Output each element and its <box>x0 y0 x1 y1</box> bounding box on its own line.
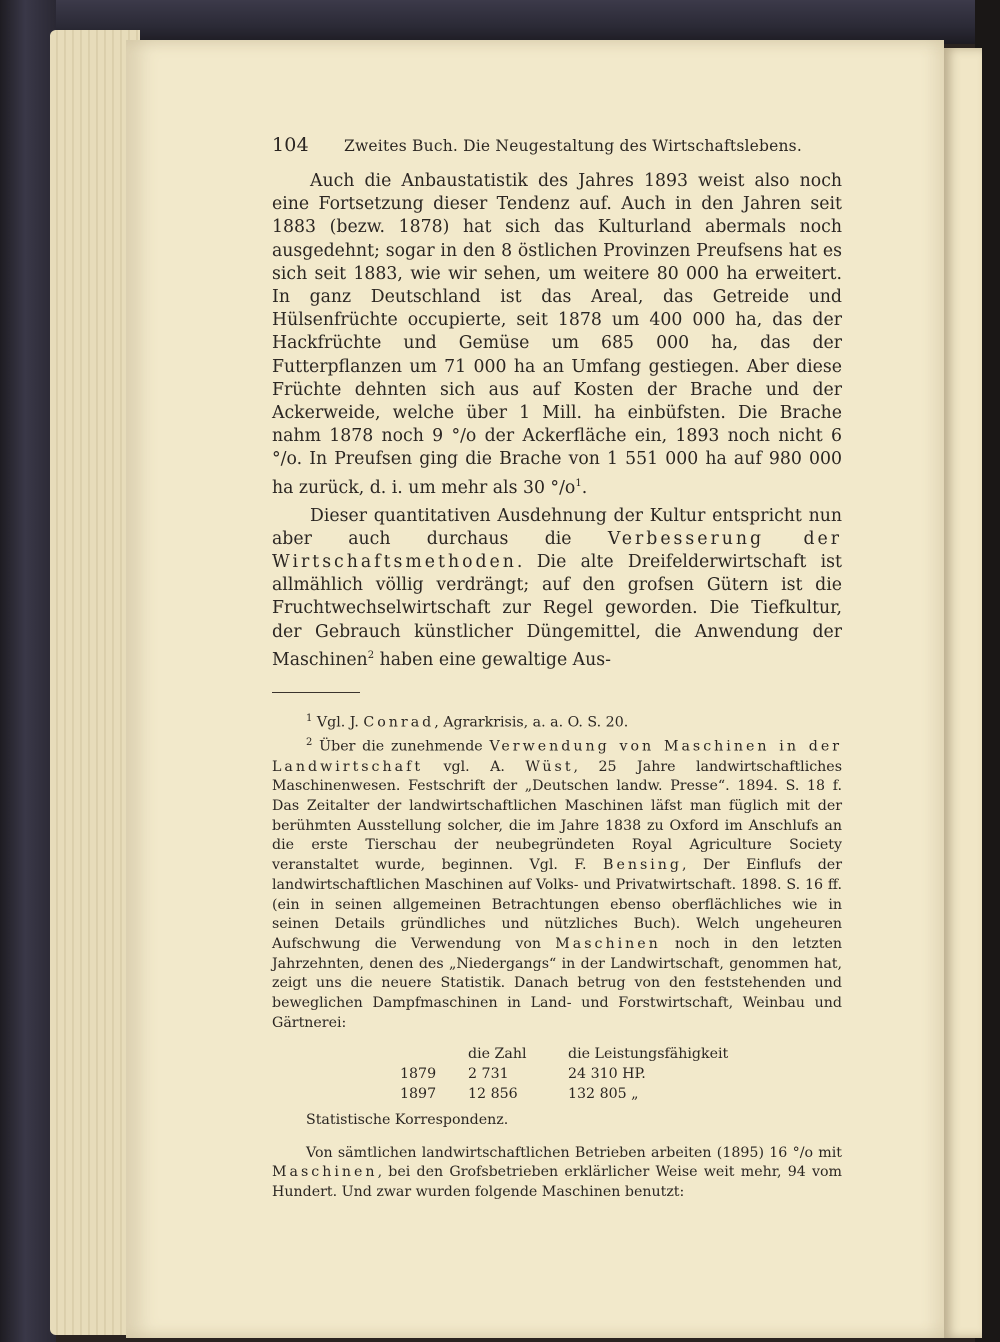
paragraph-1: Auch die Anbaustatistik des Jahres 1893 weist also noch eine Fortsetzung dieser Tendenz auf. Auch in den Jahren seit 1883 (bezw. 1878) hat sich das Kulturland abermals noch ausgedehnt; sogar in den 8 östlichen Provinzen Preufsens hat es sich seit 1883, wie wir sehen, um weitere 80 000 ha erweitert. In ganz Deutschland ist das Areal, das Getreide und Hülsenfrüchte occupierte, seit 1878 um 400 000 ha, das der Hackfrüchte und Gemüse um 685 000 ha, das der Futterpflanzen um 71 000 ha an Umfang gestiegen. Aber diese Früchte dehnten sich aus auf Kosten der Brache und der Ackerweide, welche über 1 Mill. ha einbüfsten. Die Brache nahm 1878 noch 9 °/o der Ackerfläche ein, 1893 noch nicht 6 °/o. In Preufsen ging die Brache von 1 551 000 ha auf 980 000 ha zurück, d. i. um mehr als 30 $^\circ/o^1$. <box>272 171 842 498</box>
paragraph-1-text: Auch die Anbaustatistik des Jahres 1893 weist also noch eine Fortsetzung dieser Tendenz auf. Auch in den Jahren seit 1883 (bezw. 1878) hat sich das Kulturland abermals noch ausgedehnt; sogar in den 8 östlichen Provinzen Preufsens hat es sich seit 1883, wie wir sehen, um weitere 80 000 ha erweitert. In ganz Deutschland ist das Areal, das Getreide und Hülsenfrüchte occupierte, seit 1878 um 400 000 ha, das der Hackfrüchte und Gemüse um 685 000 ha, das der Futterpflanzen um 71 000 ha an Umfang gestiegen. Aber diese Früchte dehnten sich aus auf Kosten der Brache und der Ackerweide, welche über 1 Mill. ha einbüfsten. Die Brache nahm 1878 noch 9 °/o der Ackerfläche ein, 1893 noch nicht 6 °/o. In Preufsen ging die Brache von 1 551 000 ha auf 980 000 ha zurück, d. i. um mehr als 30 °/o <box>272 171 842 498</box>
table-header-zahl: die Zahl <box>468 1045 527 1062</box>
footnote-1-author: Conrad <box>363 714 435 731</box>
table-cell-leistung: 132 805 „ <box>568 1085 639 1102</box>
table-header-year <box>400 1044 468 1064</box>
footnote-ref-2: 2 <box>367 649 375 661</box>
paragraph-2-text-c: haben eine gewaltige Aus- <box>374 649 612 670</box>
footnote-2-text-a: Über die zunehmende <box>319 738 490 755</box>
footnote-2-text-b: vgl. A. <box>423 758 526 775</box>
table-cell-zahl: 2 731 <box>468 1065 509 1082</box>
page-content <box>272 134 842 1203</box>
footnote-1-text-a: Vgl. J. <box>316 714 364 731</box>
footnote-rule <box>272 692 360 693</box>
footnote-2-cont-text-a: Von sämtlichen landwirtschaftlichen Betrieben arbeiten (1895) 16 °/o mit <box>306 1144 842 1161</box>
running-title: Zweites Buch. Die Neugestaltung des Wirtschaftslebens. <box>344 137 802 155</box>
table-cell-year: 1879 <box>400 1065 437 1082</box>
footnote-1-text-b: , Agrarkrisis, a. a. O. S. 20. <box>434 714 629 731</box>
table-source: Statistische Korrespondenz. <box>306 1111 509 1128</box>
steam-engine-table <box>400 1044 728 1104</box>
table-row <box>400 1064 728 1084</box>
table-header-row <box>400 1044 728 1064</box>
footnote-2-emphasis-1: Verwendung von Maschinen in der Landwirtschaft <box>272 738 842 775</box>
next-page-edge <box>944 48 982 1338</box>
footnote-1-mark: 1 <box>306 712 313 724</box>
paragraph-2 <box>272 505 842 672</box>
page-number: 104 <box>272 134 309 156</box>
footnote-2-cont-emphasis: Maschinen <box>272 1164 378 1181</box>
footnote-2-text-d: , Der Einflufs der landwirtschaftlichen Maschinen auf Volks- und Privatwirtschaft. 1898. S. 16 ff. (ein in seinen allgemeinen Betrachtungen ebenso oberflächliches wie in seinen Details gründliches und nützliches Buch). Welch ungeheuren Aufschwung die Verwendung von <box>272 857 842 952</box>
footnote-2-text-c: , 25 Jahre landwirtschaftliches Maschinenwesen. Festschrift der „Deutschen landw. Presse“. 1894. S. 18 f. Das Zeitalter der landwirtschaftlichen Maschinen läfst man füglich mit der berühmten Ausstellung solcher, die im Jahre 1838 zu Oxford im Anschlufs an die erste Tierschau der neubegründeten Royal Agriculture Society veranstaltet wurde, beginnen. Vgl. F. <box>272 758 842 874</box>
table-row <box>400 1084 728 1104</box>
footnote-ref-1: 1 <box>575 477 582 489</box>
paragraph-2-emphasis: Verbesserung der Wirtschaftsmethoden <box>272 528 842 573</box>
paragraph-2-text-a: Dieser quantitativen Ausdehnung der Kultur entspricht nun aber auch durchaus die <box>272 505 842 549</box>
book-spine <box>0 0 56 1342</box>
book-cover-top <box>0 0 1000 44</box>
footnote-1 <box>272 709 842 733</box>
footnote-2-author-2: Bensing <box>603 857 683 874</box>
footnote-2-text-e: noch in den letzten Jahrzehnten, denen des „Niedergangs“ in der Landwirtschaft, genommen hat, zeigt uns die neuere Statistik. Danach betrug von den feststehenden und beweglichen Dampfmaschinen in Land- und Forstwirtschaft, Weinbau und Gärtnerei: <box>272 936 843 1031</box>
footnote-2 <box>272 733 842 1033</box>
table-cell-leistung: 24 310 HP. <box>568 1065 646 1082</box>
table-cell-year: 1897 <box>400 1085 437 1102</box>
running-head <box>272 134 842 170</box>
footnote-2-author-1: Wüst <box>525 758 574 775</box>
footnote-2-continued <box>272 1144 842 1203</box>
footnote-2-mark: 2 <box>306 737 313 749</box>
footnote-2-emphasis-2: Maschinen <box>555 936 661 952</box>
table-header-leistung: die Leistungsfähigkeit <box>568 1045 729 1062</box>
footnote-2-cont-text-b: , bei den Grofsbetrieben erklärlicher Weise weit mehr, 94 vom Hundert. Und zwar wurden folgende Maschinen benutzt: <box>272 1164 842 1200</box>
table-cell-zahl: 12 856 <box>468 1085 518 1102</box>
paragraph-2-text-b: . Die alte Dreifelderwirtschaft ist allmählich völlig verdrängt; auf den grofsen Gütern ist die Fruchtwechselwirtschaft zur Regel geworden. Die Tiefkultur, der Gebrauch künstlicher Düngemittel, die Anwendung der Maschinen <box>272 552 842 670</box>
